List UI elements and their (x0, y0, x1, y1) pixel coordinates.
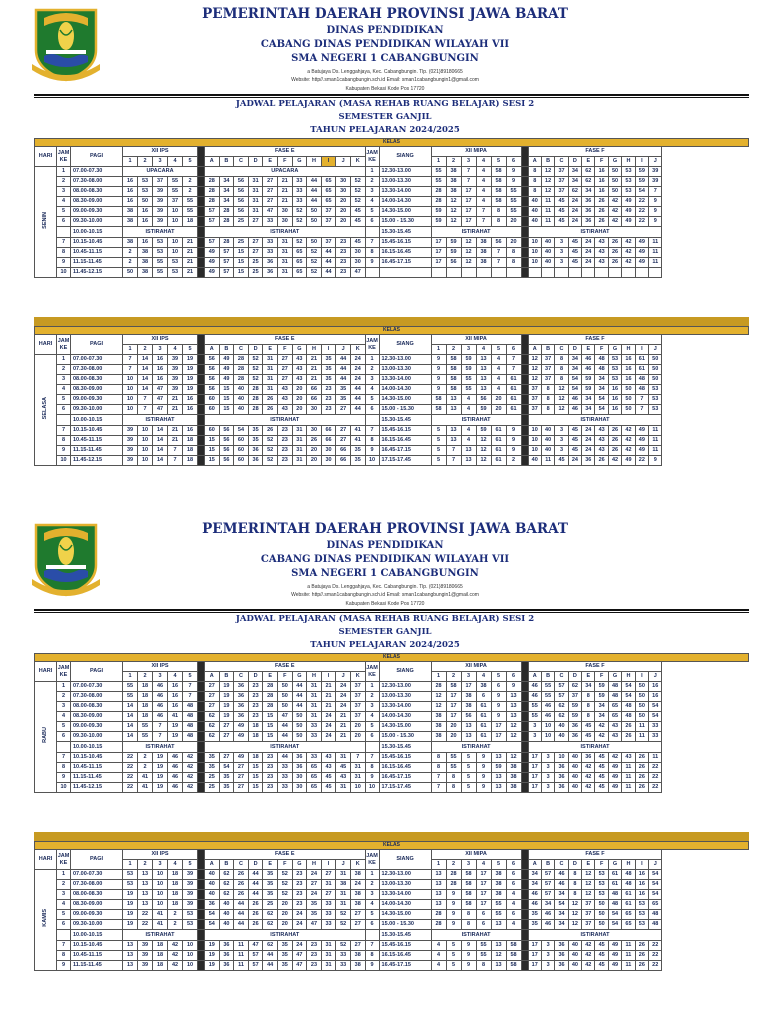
kelas-bar: KELAS (35, 842, 749, 850)
schedule-table (34, 138, 749, 278)
kelas-bar: KELAS (35, 654, 749, 662)
jabar-emblem-logo (30, 521, 102, 597)
schedule-table (34, 841, 749, 971)
table-row: 7 10.15-10.45 38 16 53 10 21 57 28 25 27 33 31 52 50 37 23 45 7 15.45-16.15 17 59 12 38 56 20 10 40 3 45 24 43 26 42 49 11 (35, 238, 749, 248)
table-row: 10.00-10.15 ISTIRAHAT ISTIRAHAT 15.30-15.45 ISTIRAHAT ISTIRAHAT (35, 227, 749, 238)
header-row: HARI JAM KE PAGI XII IPS FASE E JAM KE SIANG XII MIPA FASE F (35, 147, 749, 157)
school-title: SMA NEGERI 1 CABANGBUNGIN (291, 53, 479, 64)
gov-title: PEMERINTAH DAERAH PROVINSI JAWA BARAT (202, 521, 568, 537)
table-row: SENIN 1 07.00-07.30 UPACARA UPACARA 1 12.30-13.00 55 38 7 4 58 9 8 12 37 34 62 16 50 53 59 39 (35, 167, 749, 177)
table-row: 6 09.30-10.00 14 55 7 19 48 62 27 49 18 15 44 50 33 24 21 20 6 15.00 - 15.30 38 20 13 61 17 12 3 10 40 36 45 42 43 26 11 33 (35, 732, 749, 742)
table-row: 2 07.30-08.00 53 13 10 18 39 40 62 26 44 35 52 23 27 31 38 24 2 13.00-13.30 13 28 58 17 38 6 34 57 46 8 12 53 61 48 16 54 (35, 880, 749, 890)
table-row: 10.00-10.15 ISTIRAHAT ISTIRAHAT 15.30-15.45 ISTIRAHAT ISTIRAHAT (35, 415, 749, 426)
table-row: 6 09.30-10.00 10 7 47 21 16 60 15 40 28 26 43 20 30 23 27 44 6 15.00 - 15.30 58 13 4 59 20 61 37 8 12 46 34 54 16 50 7 53 (35, 405, 749, 415)
divider (34, 609, 749, 611)
table-row: 5 09.00-09.30 38 16 39 10 55 57 28 56 31 47 30 52 50 37 20 45 5 14.30-15.00 59 12 17 7 8 55 40 11 45 24 36 26 42 49 22 9 (35, 207, 749, 217)
table-row: 4 08.30-09.00 14 18 46 41 48 62 19 36 23 15 47 50 31 24 21 37 4 14.00-14.30 38 17 56 61 9 13 55 46 62 59 8 34 65 48 50 54 (35, 712, 749, 722)
table-row: KAMIS 1 07.00-07.30 53 13 10 18 39 40 62 26 44 35 52 23 24 27 31 38 1 12.30-13.00 13 28 58 17 38 6 34 57 46 8 12 53 61 48 16 54 (35, 870, 749, 880)
table-row: 5 09.00-09.30 10 7 47 21 16 60 15 40 28 26 43 20 66 23 35 44 5 14.30-15.00 58 13 4 56 20 61 37 8 12 46 34 54 16 50 7 53 (35, 395, 749, 405)
website-line: Website: http//.sman1cabangbungin.sch.id Email: sman1cabangbungin1@gmail.com (291, 77, 479, 83)
table-row: 8 10.45-11.15 39 10 14 21 18 15 56 60 35 52 23 31 26 66 27 41 8 16.15-16.45 5 13 4 12 61 9 10 40 3 45 24 43 26 42 49 11 (35, 436, 749, 446)
schedule-title: JADWAL PELAJARAN (MASA REHAB RUANG BELAJAR) SESI 2 SEMESTER GANJIL TAHUN PELAJARAN 2024/2025 (235, 614, 535, 650)
table-row: 4 08.30-09.00 19 13 10 18 39 36 40 44 26 25 20 23 35 33 31 38 4 14.00-14.30 13 9 58 17 55 4 46 34 54 12 37 50 48 61 53 65 (35, 900, 749, 910)
table-row: 3 08.00-08.30 16 53 39 55 2 28 34 56 31 27 21 33 44 65 30 52 3 13.30-14.00 28 38 17 4 58 55 8 12 37 62 34 16 50 53 54 7 (35, 187, 749, 197)
day-block (34, 326, 749, 466)
table-row: 2 07.30-08.00 16 53 37 55 2 28 34 56 31 27 21 33 44 65 30 52 2 13.00-13.30 55 38 7 4 58 9 8 12 37 34 62 16 50 53 59 39 (35, 177, 749, 187)
kelas-bar: KELAS (35, 139, 749, 147)
table-row: 7 10.15-10.45 39 10 14 21 16 60 56 54 35 26 23 31 30 66 27 41 7 15.45-16.15 5 13 4 59 61 9 10 40 3 45 24 43 26 42 49 11 (35, 426, 749, 436)
dept-title: DINAS PENDIDIKAN (326, 540, 444, 551)
table-row: 2 07.30-08.00 7 14 16 39 19 56 49 28 52 31 27 43 21 35 44 24 2 13.00-13.30 9 58 59 13 4 7 12 37 8 34 46 48 53 16 61 50 (35, 365, 749, 375)
website-line: Website: http//.sman1cabangbungin.sch.id Email: sman1cabangbungin1@gmail.com (291, 592, 479, 598)
header-row: HARI JAM KE PAGI XII IPS FASE E JAM KE SIANG XII MIPA FASE F (35, 850, 749, 860)
day-block (34, 841, 749, 971)
header-row: HARI JAM KE PAGI XII IPS FASE E JAM KE SIANG XII MIPA FASE F (35, 662, 749, 672)
table-row: 7 10.15-10.45 22 2 19 46 42 35 27 49 18 23 44 36 33 43 31 7 7 15.45-16.15 8 55 5 9 13 12 17 3 10 40 36 45 42 43 26 11 (35, 753, 749, 763)
table-row: 8 10.45-11.15 22 2 19 46 42 35 54 27 15 23 33 36 65 43 45 31 8 16.15-16.45 8 55 5 9 59 38 17 3 36 40 42 45 49 11 26 22 (35, 763, 749, 773)
kelas-bar: KELAS (35, 327, 749, 335)
postal-line: Kabupaten Bekasi Kode Pos 17720 (345, 601, 425, 607)
schedule-page (0, 0, 768, 508)
day-label: SELASA (35, 355, 57, 466)
postal-line: Kabupaten Bekasi Kode Pos 17720 (345, 86, 425, 92)
table-row: 10 11.45-12.15 22 41 19 46 42 25 35 27 15 23 33 30 65 45 31 10 10 17.15-17.45 7 8 5 9 13 38 17 3 36 40 42 45 49 11 26 22 (35, 783, 749, 793)
branch-title: CABANG DINAS PENDIDIKAN WILAYAH VII (260, 39, 510, 50)
table-row: 7 10.15-10.45 13 39 18 42 10 19 36 11 47 62 35 24 23 31 52 27 7 15.45-16.15 4 5 9 55 13 58 17 3 36 40 42 45 49 11 26 22 (35, 941, 749, 951)
table-row: 9 11.15-11.45 39 10 14 7 18 15 56 60 36 52 23 31 20 30 66 35 9 16.45-17.15 5 7 13 12 61 9 10 40 3 45 24 43 26 42 49 11 (35, 446, 749, 456)
table-row: SELASA 1 07.00-07.30 7 14 16 39 19 56 49 28 52 31 27 43 21 35 44 24 1 12.30-13.00 9 58 59 13 4 7 12 37 8 34 46 48 53 16 61 50 (35, 355, 749, 365)
day-label: SENIN (35, 167, 57, 278)
gov-title: PEMERINTAH DAERAH PROVINSI JAWA BARAT (202, 6, 568, 22)
table-row: 9 11.15-11.45 2 38 55 53 21 49 57 15 25 36 31 65 52 44 23 30 9 16.45-17.15 17 56 12 38 7 8 10 40 3 45 24 43 26 42 49 11 (35, 258, 749, 268)
table-row: 10 11.45-12.15 50 38 55 53 21 49 57 15 25 36 31 65 52 44 23 47 (35, 268, 749, 278)
table-row: 5 09.00-09.30 14 55 7 19 48 62 27 49 18 15 44 50 33 24 21 20 5 14.30-15.00 38 20 13 61 17 12 3 10 40 36 45 42 43 26 11 33 (35, 722, 749, 732)
schedule-table (34, 653, 749, 793)
schedule-table (34, 326, 749, 466)
table-row: 3 08.00-08.30 10 14 16 39 19 56 49 28 52 31 27 43 21 35 44 24 3 13.30-14.00 9 58 55 13 4 61 12 37 8 54 59 34 53 16 48 50 (35, 375, 749, 385)
class-header-row: 1 2 3 4 5 A B C D E F G H I J K 1 2 3 4 5 6 A B C D E F G H I J (35, 860, 749, 870)
table-row: 9 11.15-11.45 13 39 18 42 10 19 36 11 57 44 35 47 23 31 33 38 9 16.45-17.15 4 5 9 8 13 58 17 3 36 40 42 45 49 11 26 22 (35, 961, 749, 971)
address-line: a Batujaya Ds. Lenggahjaya, Kec. Cabangbungin. Tlp. (021)89180665 (307, 584, 463, 590)
letterhead (0, 515, 768, 611)
schedule-title: JADWAL PELAJARAN (MASA REHAB RUANG BELAJAR) SESI 2 SEMESTER GANJIL TAHUN PELAJARAN 2024/2025 (235, 99, 535, 135)
class-header-row: 1 2 3 4 5 A B C D E F G H I J K 1 2 3 4 5 6 A B C D E F G H I J (35, 345, 749, 355)
table-row: 10.00-10.15 ISTIRAHAT ISTIRAHAT 15.30-15.45 ISTIRAHAT ISTIRAHAT (35, 930, 749, 941)
jabar-emblem-logo (30, 6, 102, 82)
dept-title: DINAS PENDIDIKAN (326, 25, 444, 36)
table-row: 6 09.30-10.00 38 16 39 10 18 57 28 25 27 33 30 52 50 37 20 45 6 15.00 - 15.30 59 12 17 7 8 20 40 11 45 24 36 26 42 49 22 9 (35, 217, 749, 227)
letterhead (0, 0, 768, 96)
table-row: 4 08.30-09.00 10 14 47 39 19 56 15 40 28 31 43 20 66 23 35 44 4 14.00-14.30 9 58 55 13 4 61 37 8 12 54 59 34 16 50 48 53 (35, 385, 749, 395)
day-label: KAMIS (35, 870, 57, 971)
table-row: 9 11.15-11.45 22 41 19 46 42 25 35 27 15 23 33 30 65 45 43 31 9 16.45-17.15 7 8 5 9 13 38 17 3 36 40 42 45 49 11 26 22 (35, 773, 749, 783)
table-row: 6 09.30-10.00 19 22 41 2 53 54 40 44 26 62 20 24 47 33 52 27 6 15.00 - 15.30 28 9 8 6 13 4 35 46 34 12 37 50 54 65 53 48 (35, 920, 749, 930)
day-block (34, 138, 749, 278)
table-row: RABU 1 07.00-07.30 55 18 46 16 7 27 19 36 23 28 50 44 31 21 24 37 1 12.30-13.00 28 58 17 38 6 9 46 55 57 62 34 59 48 54 50 16 (35, 682, 749, 692)
table-row: 10.00-10.15 ISTIRAHAT ISTIRAHAT 15.30-15.45 ISTIRAHAT ISTIRAHAT (35, 742, 749, 753)
day-label: RABU (35, 682, 57, 793)
table-row: 8 10.45-11.15 2 38 53 10 21 49 57 15 27 33 31 65 52 44 23 30 8 16.15-16.45 17 59 12 38 7 8 10 40 3 45 24 43 26 42 49 11 (35, 248, 749, 258)
section-separator (34, 832, 749, 841)
table-row: 3 08.00-08.30 14 18 46 16 48 27 19 36 23 28 50 44 31 21 24 37 3 13.30-14.00 12 17 38 61 9 13 55 46 62 59 8 34 65 48 50 54 (35, 702, 749, 712)
header-row: HARI JAM KE PAGI XII IPS FASE E JAM KE SIANG XII MIPA FASE F (35, 335, 749, 345)
table-row: 8 10.45-11.15 13 39 18 42 10 19 36 11 57 44 35 47 23 31 33 38 8 16.15-16.45 4 5 9 55 12 58 17 3 36 40 42 45 49 11 26 22 (35, 951, 749, 961)
school-title: SMA NEGERI 1 CABANGBUNGIN (291, 568, 479, 579)
day-block (34, 653, 749, 793)
divider (34, 94, 749, 96)
table-row: 4 08.30-09.00 16 50 39 37 55 28 34 56 31 27 21 33 44 65 20 52 4 14.00-14.30 28 12 17 4 58 55 40 11 45 24 36 26 42 49 22 9 (35, 197, 749, 207)
class-header-row: 1 2 3 4 5 A B C D E F G H I J K 1 2 3 4 5 6 A B C D E F G H I J (35, 157, 749, 167)
class-header-row: 1 2 3 4 5 A B C D E F G H I J K 1 2 3 4 5 6 A B C D E F G H I J (35, 672, 749, 682)
table-row: 5 09.00-09.30 19 22 41 2 53 54 40 44 26 62 20 24 35 33 52 27 5 14.30-15.00 28 9 8 6 55 6 35 46 34 12 37 50 54 65 53 48 (35, 910, 749, 920)
address-line: a Batujaya Ds. Lenggahjaya, Kec. Cabangbungin. Tlp. (021)89180665 (307, 69, 463, 75)
branch-title: CABANG DINAS PENDIDIKAN WILAYAH VII (260, 554, 510, 565)
table-row: 3 08.00-08.30 19 13 10 18 39 40 62 26 44 35 52 23 24 27 31 38 3 13.30-14.00 13 9 58 17 38 4 46 57 34 8 12 53 48 61 16 54 (35, 890, 749, 900)
table-row: 2 07.30-08.00 55 18 46 16 7 27 19 36 23 28 50 44 31 21 24 37 2 13.00-13.30 12 17 38 6 9 13 46 55 57 37 8 59 48 54 50 16 (35, 692, 749, 702)
table-row: 10 11.45-12.15 39 10 14 7 18 15 56 60 36 52 23 31 20 30 66 35 10 17.15-17.45 5 7 13 12 61 2 40 11 45 24 36 26 42 49 22 9 (35, 456, 749, 466)
schedule-page (0, 515, 768, 1023)
section-separator (34, 317, 749, 326)
